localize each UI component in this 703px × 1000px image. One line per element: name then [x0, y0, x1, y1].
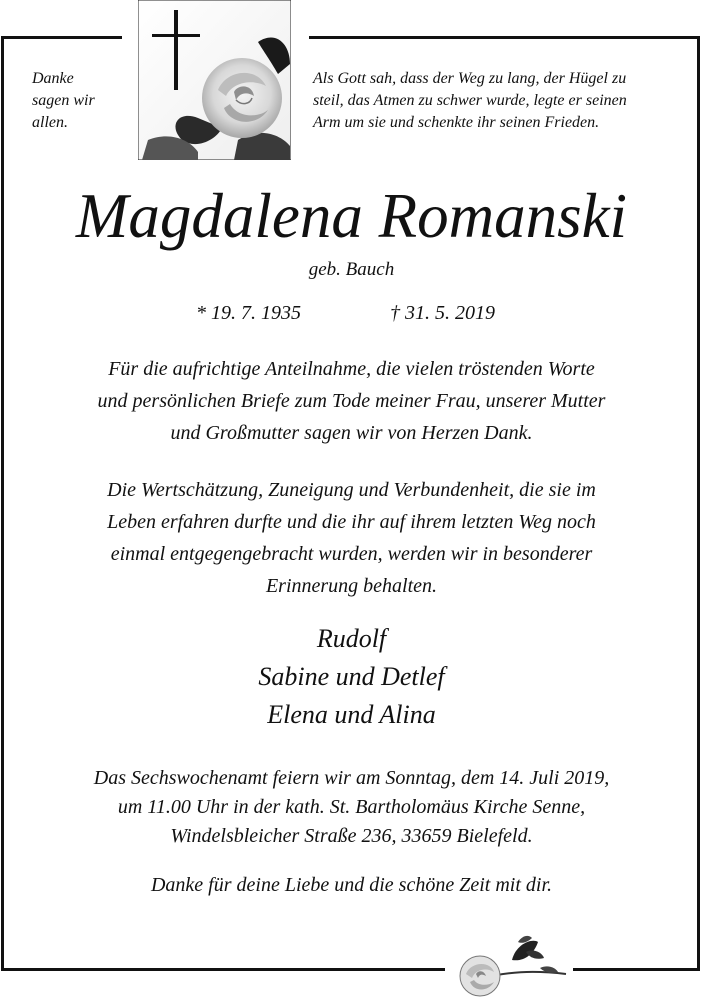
service-line: um 11.00 Uhr in der kath. St. Bartholomäus Kirche Senne,	[117, 796, 586, 818]
rose-ornament-icon	[452, 930, 570, 1000]
appreciation-paragraph	[0, 474, 703, 602]
cross-rose-photo	[138, 0, 291, 160]
quote-line: steil, das Atmen zu schwer wurde, legte er seinen	[313, 92, 627, 109]
thanks-paragraph	[0, 353, 703, 449]
paragraph-line: Leben erfahren durfte und die ihr auf ihrem letzten Weg noch	[107, 511, 596, 533]
family-signatures	[0, 620, 703, 734]
frame-border-top-right	[309, 36, 700, 39]
paragraph-line: und Großmutter sagen wir von Herzen Dank.	[170, 422, 533, 444]
thanks-line: Danke	[32, 70, 74, 87]
birth-name: geb. Bauch	[308, 259, 395, 280]
quote-line: Arm um sie und schenkte ihr seinen Frieden.	[313, 114, 600, 131]
thanks-note	[32, 68, 132, 134]
quote-line: Als Gott sah, dass der Weg zu lang, der Hügel zu	[313, 70, 627, 87]
service-line: Windelsbleicher Straße 236, 33659 Bielefeld.	[170, 825, 533, 847]
paragraph-line: Die Wertschätzung, Zuneigung und Verbundenheit, die sie im	[107, 479, 596, 501]
family-member: Elena und Alina	[267, 700, 436, 729]
frame-border-bottom-right	[573, 968, 700, 971]
paragraph-line: Erinnerung behalten.	[265, 575, 438, 597]
family-member: Sabine und Detlef	[258, 662, 445, 691]
memorial-quote	[313, 68, 697, 134]
family-member: Rudolf	[316, 624, 387, 653]
paragraph-line: und persönlichen Briefe zum Tode meiner Frau, unserer Mutter	[97, 390, 606, 412]
service-announcement	[0, 764, 703, 851]
death-date: † 31. 5. 2019	[390, 302, 495, 324]
service-line: Das Sechswochenamt feiern wir am Sonntag, dem 14. Juli 2019,	[93, 767, 610, 789]
closing-line: Danke für deine Liebe und die schöne Zeit mit dir.	[150, 874, 553, 896]
paragraph-line: Für die aufrichtige Anteilnahme, die vielen tröstenden Worte	[108, 358, 595, 380]
rose-ornament	[452, 930, 570, 1000]
birth-date: * 19. 7. 1935	[196, 302, 301, 324]
frame-border-top-left	[1, 36, 122, 39]
frame-border-bottom-left	[1, 968, 445, 971]
thanks-line: allen.	[32, 114, 68, 131]
deceased-name: Magdalena Romanski	[75, 181, 628, 251]
thanks-line: sagen wir	[32, 92, 95, 109]
cross-rose-icon	[138, 0, 291, 160]
paragraph-line: einmal entgegengebracht wurden, werden wir in besonderer	[110, 543, 593, 565]
life-dates	[0, 300, 703, 326]
